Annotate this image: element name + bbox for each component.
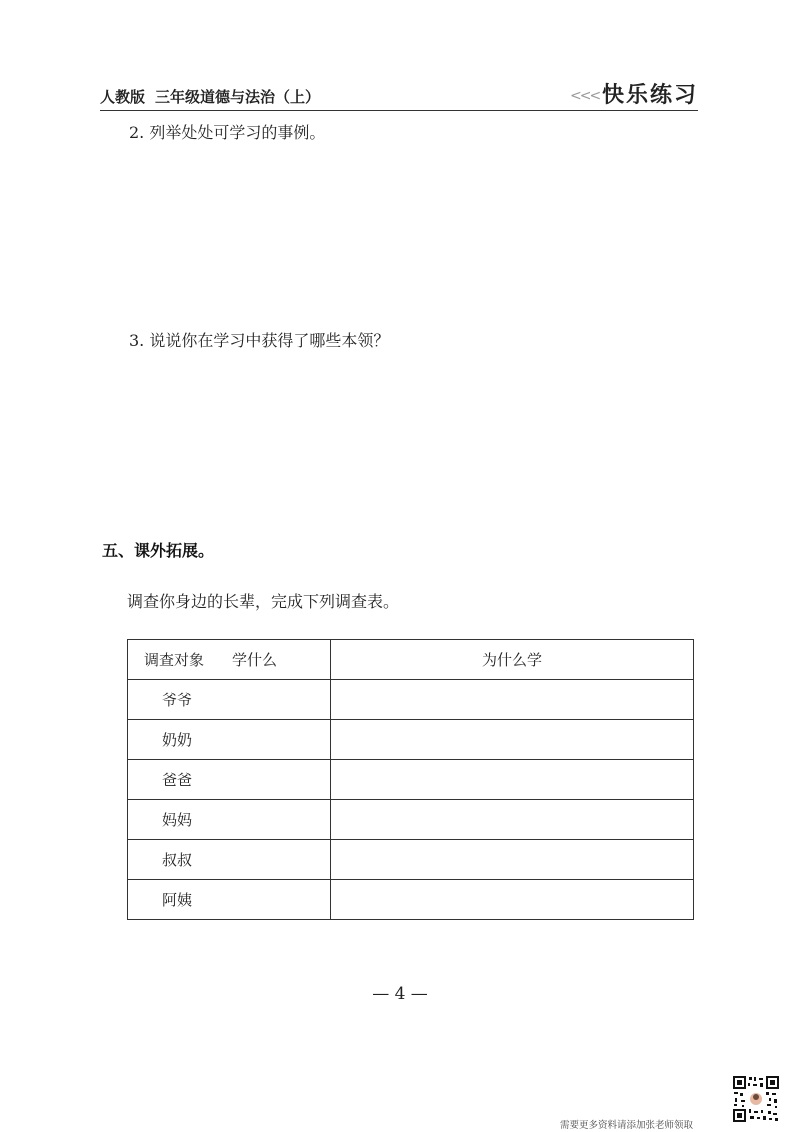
header-edition: 人教版	[100, 88, 146, 106]
table-header-row	[128, 640, 694, 680]
header-what-label: 学什么	[232, 651, 278, 669]
header-divider	[100, 110, 698, 111]
footer-note: 需要更多资料请添加张老师领取	[560, 1120, 694, 1131]
table-row	[128, 800, 694, 840]
table-row	[128, 880, 694, 920]
table-row	[128, 680, 694, 720]
section-title: 五、课外拓展。	[102, 541, 215, 560]
table-header-object-what	[128, 640, 331, 680]
section-instruction: 调查你身边的长辈，完成下列调查表。	[127, 592, 400, 611]
table-row	[128, 840, 694, 880]
row-label: 爸爸	[128, 760, 331, 800]
row-label: 爷爷	[128, 680, 331, 720]
header-chevron-icon: <<<	[570, 88, 600, 104]
table-row	[128, 760, 694, 800]
question-2: 2. 列举处处可学习的事例。	[129, 123, 326, 142]
row-label: 叔叔	[128, 840, 331, 880]
row-label: 奶奶	[128, 720, 331, 760]
answer-cell[interactable]	[331, 800, 694, 840]
header-object-label: 调查对象	[144, 651, 205, 669]
survey-table	[127, 639, 694, 920]
answer-cell[interactable]	[331, 720, 694, 760]
header-brand: 快乐练习	[601, 83, 698, 108]
answer-cell[interactable]	[331, 840, 694, 880]
answer-cell[interactable]	[331, 680, 694, 720]
row-label: 妈妈	[128, 800, 331, 840]
header-subject: 三年级道德与法治（上）	[155, 88, 321, 106]
question-3: 3. 说说你在学习中获得了哪些本领？	[129, 331, 390, 350]
qr-code-icon	[732, 1075, 780, 1123]
table-header-why: 为什么学	[331, 640, 694, 680]
table-row	[128, 720, 694, 760]
page-header	[100, 72, 698, 116]
answer-cell[interactable]	[331, 760, 694, 800]
row-label: 阿姨	[128, 880, 331, 920]
header-title	[100, 86, 320, 107]
answer-cell[interactable]	[331, 880, 694, 920]
page-number: — 4 —	[372, 984, 428, 1004]
